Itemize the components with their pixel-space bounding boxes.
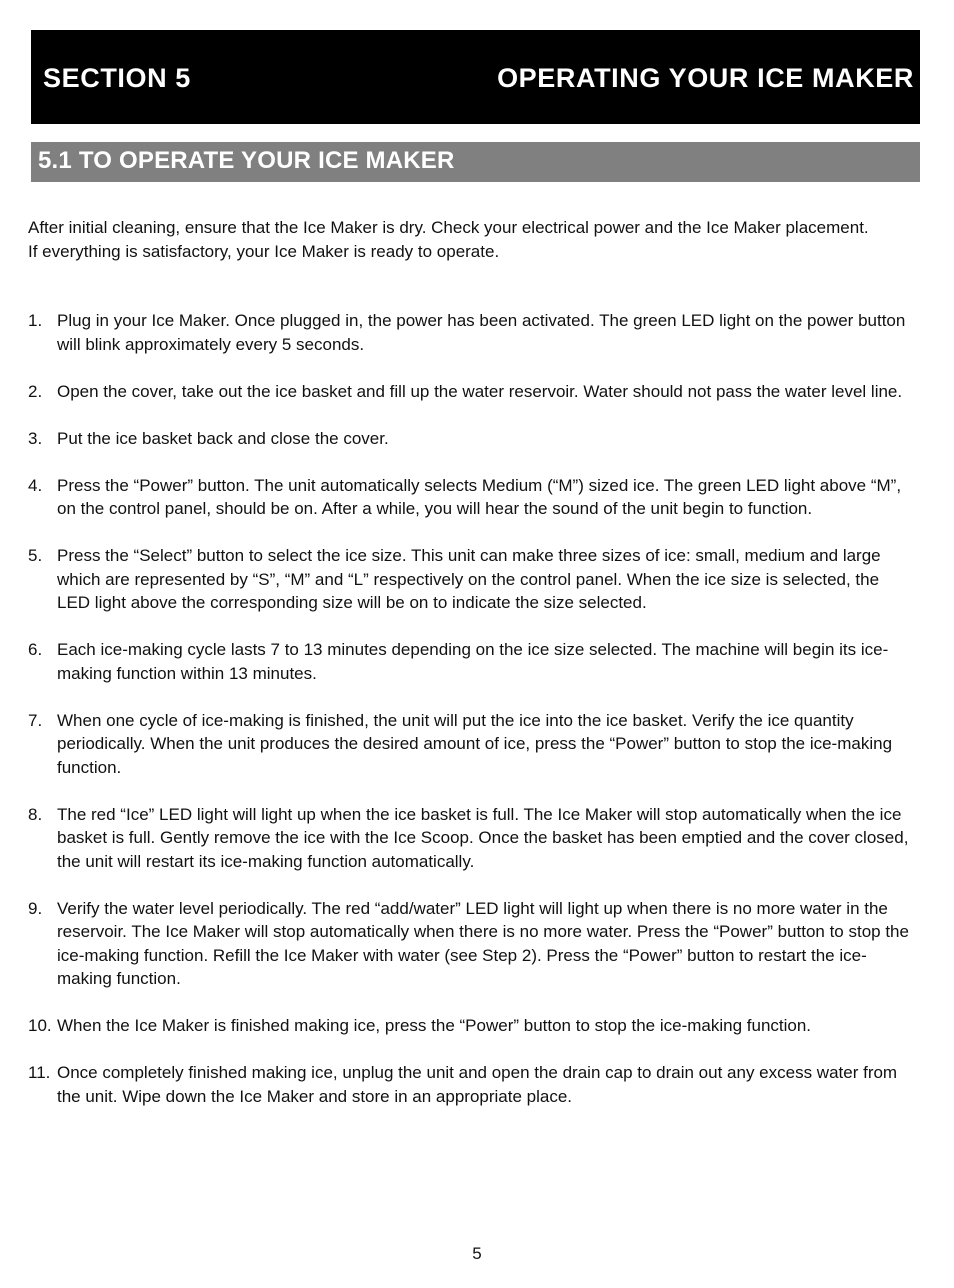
step-number: 9. [28,898,43,918]
step-text: Press the “Power” button. The unit automatically selects Medium (“M”) sized ice. The green LED light above “M”, on the control panel, should be on. After a while, you will hear the sound of the unit begin to function. [57,475,902,518]
step-text: Verify the water level periodically. The red “add/water” LED light will light up when there is no more water in the reservoir. The Ice Maker will stop automatically when there is no more water. Press the “Power” button to stop the ice-making function. Refill the Ice Maker with water (see Step 2). Press the “Power” button to restart the ice-making function. [57,898,909,988]
step-number: 10. [28,1016,52,1035]
step-item-8 [28,803,912,874]
step-number: 6. [28,640,43,659]
step-text: When the Ice Maker is finished making ice, press the “Power” button to stop the ice-making function. [57,1016,812,1035]
step-number: 4. [28,475,43,495]
step-item-9 [28,897,912,991]
step-text: Each ice-making cycle lasts 7 to 13 minutes depending on the ice size selected. The machine will begin its ice-making function within 13 minutes. [57,640,889,683]
step-number: 3. [28,428,43,448]
subsection-header-bar [31,142,920,182]
step-text: Once completely finished making ice, unplug the unit and open the drain cap to drain out any excess water from the unit. Wipe down the Ice Maker and store in an appropriate place. [57,1063,898,1106]
section-label: SECTION 5 [43,63,191,93]
step-text: Plug in your Ice Maker. Once plugged in, the power has been activated. The green LED light on the power button will blink approximately every 5 seconds. [57,311,906,354]
step-number: 1. [28,311,43,330]
step-number: 2. [28,381,43,401]
intro-text [28,216,908,263]
section-header-bar [31,30,920,124]
step-text: Put the ice basket back and close the cover. [57,428,389,448]
step-number: 7. [28,710,43,730]
step-item-7 [28,709,912,780]
step-text: Press the “Select” button to select the ice size. This unit can make three sizes of ice: small, medium and large which are represented by “S”, “M” and “L” respectively on the control panel. When the ice size is selected, the LED light above the corresponding size will be on to indicate the size selected. [57,546,881,612]
step-item-3 [28,427,912,451]
intro-paragraph-1: After initial cleaning, ensure that the Ice Maker is dry. Check your electrical power and the Ice Maker placement. [28,218,869,237]
intro-paragraph-2: If everything is satisfactory, your Ice Maker is ready to operate. [28,241,500,261]
step-number: 8. [28,804,43,824]
page-number: 5 [472,1244,482,1263]
step-item-5 [28,544,912,615]
subsection-title: 5.1 TO OPERATE YOUR ICE MAKER [38,147,455,174]
step-item-11 [28,1061,912,1108]
instruction-steps-list [28,309,912,1132]
step-text: Open the cover, take out the ice basket and fill up the water reservoir. Water should not pass the water level line. [57,381,903,401]
step-item-1 [28,309,912,356]
step-text: The red “Ice” LED light will light up when the ice basket is full. The Ice Maker will stop automatically when the ice basket is full. Gently remove the ice with the Ice Scoop. Once the basket has been emptied and the cover closed, the unit will restart its ice-making function automatically. [57,804,909,871]
step-item-4 [28,474,912,521]
step-item-2 [28,380,912,404]
step-number: 5. [28,546,43,565]
step-number: 11. [28,1063,51,1082]
step-item-6 [28,638,912,685]
step-text: When one cycle of ice-making is finished, the unit will put the ice into the ice basket. Verify the ice quantity periodically. When the unit produces the desired amount of ice, press the “Power” button to stop the ice-making function. [57,710,893,777]
section-title: OPERATING YOUR ICE MAKER [497,63,914,93]
step-item-10 [28,1014,912,1038]
